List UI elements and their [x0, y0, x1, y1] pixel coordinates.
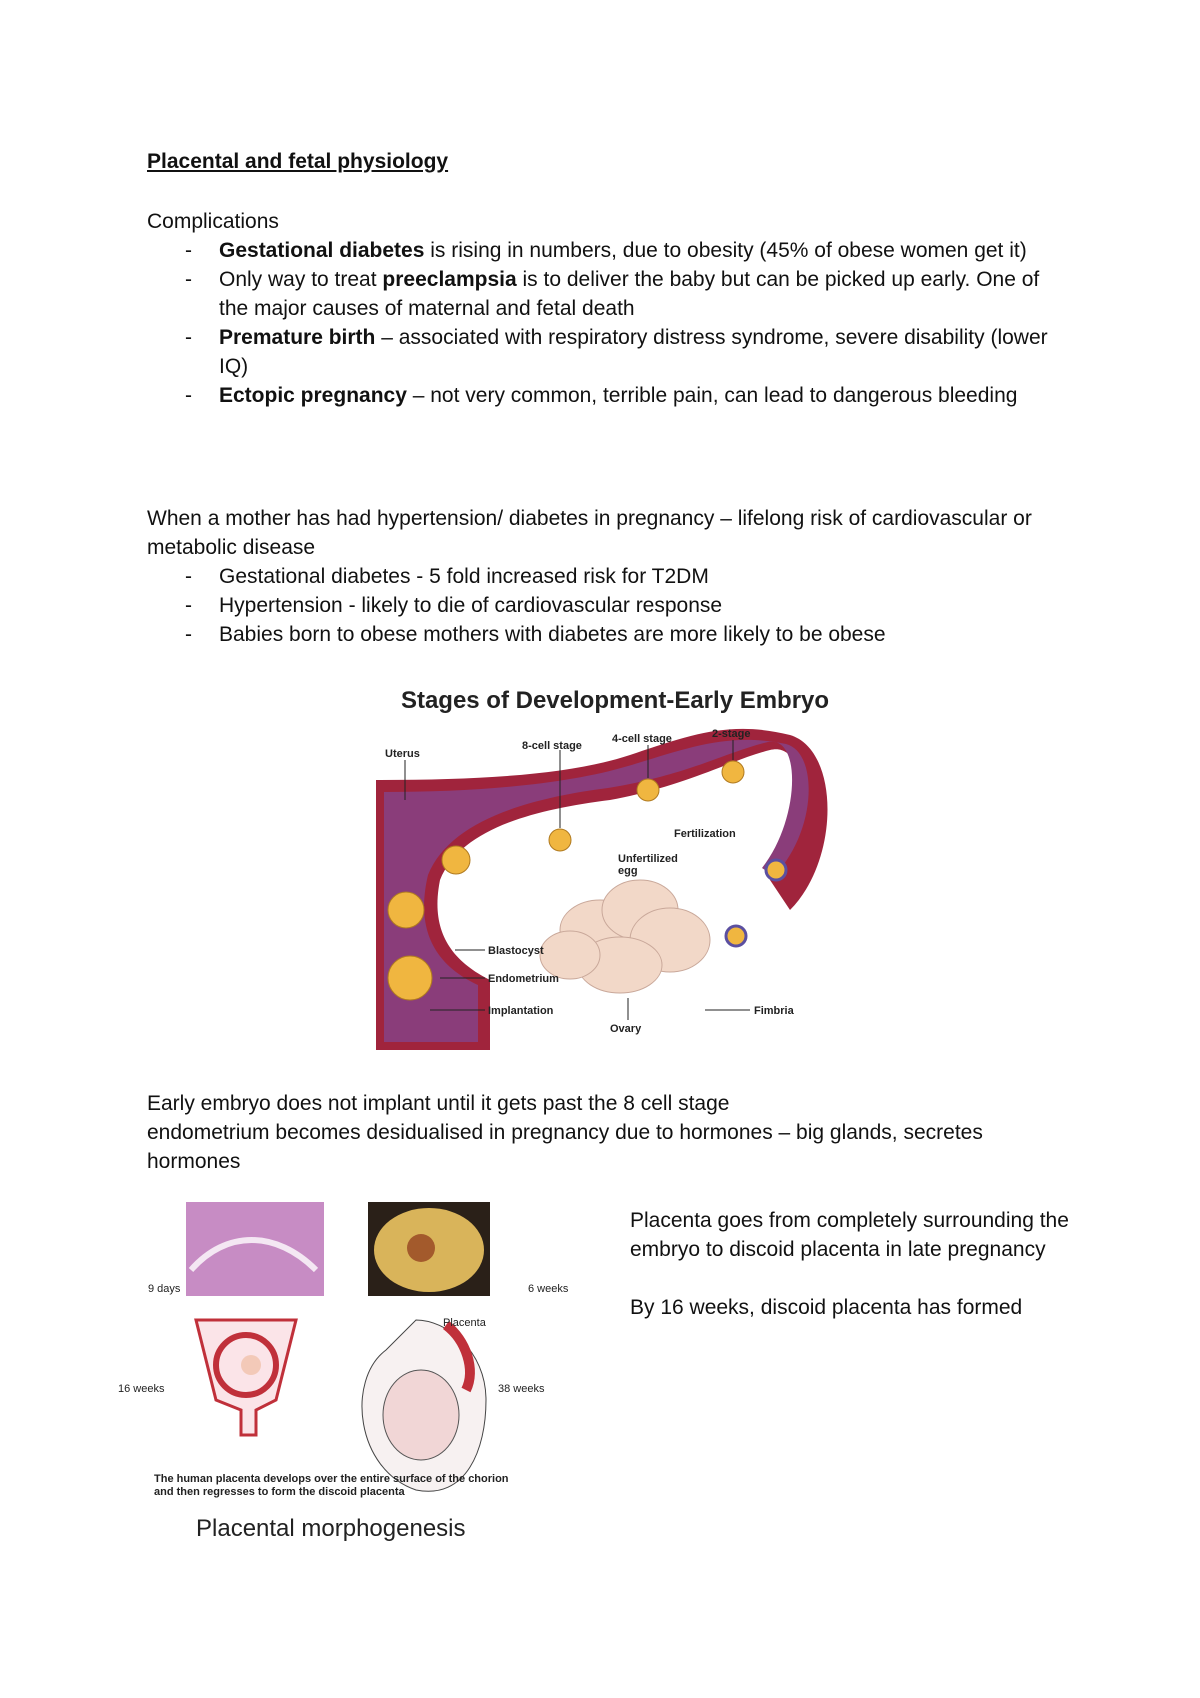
caption-line-1: The human placenta develops over the entire surface of the chorion: [154, 1473, 509, 1485]
label-placenta: Placenta: [443, 1317, 486, 1329]
embryo-implant-text: Early embryo does not implant until it gets past the 8 cell stage: [147, 1092, 730, 1115]
uterus-diagram: [370, 680, 860, 1050]
label-fertilization: Fertilization: [674, 828, 736, 840]
figure-title: Stages of Development-Early Embryo: [400, 687, 830, 714]
embryo-development-figure: [370, 680, 860, 1050]
placenta-figure: [116, 1200, 576, 1570]
list-item: - Ectopic pregnancy – not very common, terrible pain, can lead to dangerous bleeding: [185, 384, 1018, 407]
endometrium-text: endometrium becomes desidualised in pregnancy due to hormones – big glands, secretes hormones: [147, 1121, 983, 1173]
complications-heading: Complications: [147, 210, 279, 233]
term-bold: Gestational diabetes: [219, 239, 425, 262]
risk-list: [147, 562, 1067, 649]
placenta-16-weeks-text: By 16 weeks, discoid placenta has formed: [630, 1296, 1023, 1319]
label-fimbria: Fimbria: [754, 1005, 794, 1017]
term-bold: preeclampsia: [382, 268, 517, 291]
complications-list: [147, 236, 1067, 410]
histology-image: [186, 1202, 324, 1296]
ovary-shape: [540, 880, 710, 993]
list-item: - Premature birth – associated with respiratory distress syndrome, severe disability (lower IQ): [185, 326, 1048, 378]
risk-intro: When a mother has had hypertension/ diabetes in pregnancy – lifelong risk of cardiovascular or metabolic disease: [147, 507, 1032, 559]
label-9-days: 9 days: [148, 1283, 181, 1295]
page-title: Placental and fetal physiology: [147, 150, 449, 173]
figure-subtitle: Placental morphogenesis: [196, 1515, 466, 1542]
label-16-weeks: 16 weeks: [118, 1383, 165, 1395]
label-egg: egg: [618, 865, 638, 877]
list-item: - Gestational diabetes - 5 fold increased risk for T2DM: [185, 565, 709, 588]
label-blastocyst: Blastocyst: [488, 945, 544, 957]
label-implantation: Implantation: [488, 1005, 554, 1017]
list-item: - Hypertension - likely to die of cardiovascular response: [185, 594, 723, 617]
term-bold: Premature birth: [219, 326, 376, 349]
label-uterus: Uterus: [385, 748, 420, 760]
placenta-diagram: [116, 1200, 576, 1570]
placenta-text: Placenta goes from completely surrounding the embryo to discoid placenta in late pregnancy: [630, 1209, 1069, 1261]
list-item: - Babies born to obese mothers with diabetes are more likely to be obese: [185, 623, 886, 646]
label-6-weeks: 6 weeks: [528, 1283, 569, 1295]
term-bold: Ectopic pregnancy: [219, 384, 407, 407]
label-2-cell: 2-stage: [712, 728, 751, 740]
label-8-cell: 8-cell stage: [522, 740, 582, 752]
label-ovary: Ovary: [610, 1023, 642, 1035]
label-endometrium: Endometrium: [488, 973, 559, 985]
uterus-16-weeks-drawing: [196, 1320, 296, 1435]
fetus-38-weeks-drawing: [362, 1320, 486, 1491]
list-item: - Gestational diabetes is rising in numbers, due to obesity (45% of obese women get it): [185, 239, 1027, 262]
caption-line-2: and then regresses to form the discoid placenta: [154, 1486, 405, 1498]
label-38-weeks: 38 weeks: [498, 1383, 545, 1395]
label-4-cell: 4-cell stage: [612, 733, 672, 745]
list-item: - Only way to treat preeclampsia is to deliver the baby but can be picked up early. One of the major causes of maternal and fetal death: [185, 268, 1040, 320]
label-unfertilized: Unfertilized: [618, 853, 678, 865]
